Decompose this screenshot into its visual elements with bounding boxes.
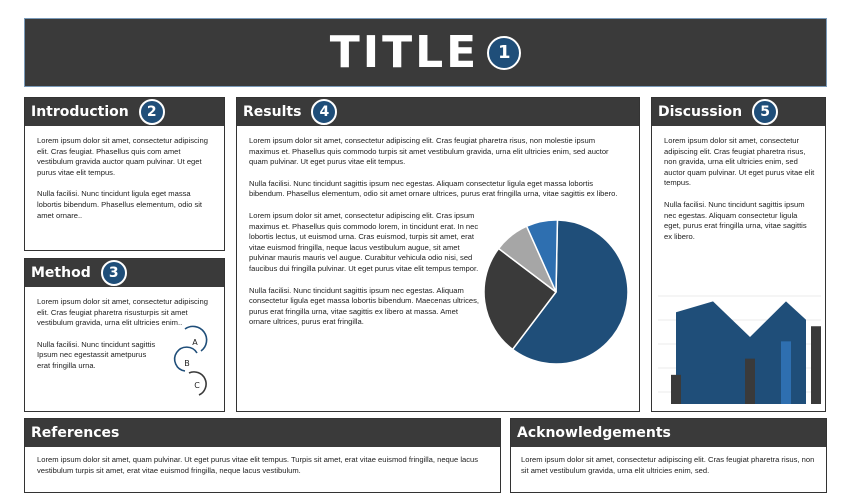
acknowledgements-panel [510,418,827,493]
section-number-badge: 5 [752,99,778,125]
results-panel [236,97,640,412]
title-banner [24,18,827,87]
section-number-badge: 1 [487,36,521,70]
acknowledgements-text: Lorem ipsum dolor sit amet, consectetur adipiscing elit. Cras feugiat pharetra risus, non sit amet vestibulum gravida, urna elit ultricies enim, sed. [521,455,815,475]
cycle-label-b: B [184,359,190,368]
bar-5 [811,326,821,404]
discussion-area-bar-chart [658,286,821,406]
cycle-label-a: A [192,338,198,347]
method-heading: Method [31,265,91,281]
references-panel [24,418,501,493]
introduction-header [25,98,224,126]
method-header [25,259,224,287]
discussion-paragraph: Lorem ipsum dolor sit amet, consectetur adipiscing elit. Cras feugiat pharetra risus, non gravida, urna elit ultricies enim, sed auctor quam pulvinar. Ut eget purus vitae elit tempus. [664,136,815,188]
references-text: Lorem ipsum dolor sit amet, quam pulvinar. Ut eget purus vitae elit tempus. Turpis sit amet, erat vitae euismod fringilla, neque lacus vestibulum turpis sit amet, erat vitae euismod fringilla, neque lacus vestibulum. [37,455,479,475]
discussion-heading: Discussion [658,104,743,120]
method-paragraph: Lorem ipsum dolor sit amet, consectetur adipiscing elit. Cras feugiat pharetra risusturpis sit amet vestibulum gravida, urna elit ultricies enim.. [37,297,208,328]
results-paragraph: Nulla facilisi. Nunc tincidunt sagittis ipsum nec egestas. Aliquam consectetur ligula eget massa lobortis bibendum. Maecenas ultrices, purus erat fringilla urna, vitae sagittis ex libero at massa. Amet ornare ultrices, purus erat fringilla. [249,285,480,327]
introduction-panel [24,97,225,251]
references-heading: References [31,425,120,441]
bar-4 [781,341,791,404]
section-number-badge: 3 [101,260,127,286]
acknowledgements-heading: Acknowledgements [517,425,671,441]
method-paragraph: Nulla facilisi. Nunc tincidunt sagittis Ipsum nec egestassit ametpurus erat fringilla urna. [37,339,156,370]
introduction-heading: Introduction [31,104,129,120]
results-paragraph: Nulla facilisi. Nunc tincidunt sagittis ipsum nec egestas. Aliquam consectetur ligula eget massa lobortis bibendum. Phasellus elementum, odio sit amet ornare ultrices, purus erat fringilla urna, vitae sagittis ex libero. [249,178,618,199]
section-number-badge: 4 [311,99,337,125]
results-pie-chart [481,217,631,367]
references-header [25,419,500,447]
section-number-badge: 2 [139,99,165,125]
results-paragraph: Lorem ipsum dolor sit amet, consectetur adipiscing elit. Cras ipsum maximus et. Phasellus quis commodo lorem, in tincidunt erat. In nec lobortis lectus, ut euismod urna. Cras euismod, turpis sit amet, erat vitae euismod fringilla, neque lacus vestibulum augue, sit amet pulvinar mauris mauris vel augue. Curabitur vehicula odio nisi, sed faucibus dui fringilla pulvinar. Ut eget purus vitae elit tempus tempor. [249,210,479,273]
discussion-paragraph: Nulla facilisi. Nunc tincidunt sagittis ipsum nec egestas. Aliquam consectetur ligula eget, purus erat fringilla urna, vitae sagittis ex libero. [664,199,807,241]
acknowledgements-header [511,419,826,447]
bar-2 [708,374,718,404]
results-header [237,98,639,126]
bar-1 [671,375,681,404]
bar-3 [745,359,755,404]
cycle-label-c: C [194,381,200,390]
discussion-panel [651,97,826,412]
results-paragraph: Lorem ipsum dolor sit amet, consectetur adipiscing elit. Cras feugiat pharetra risus, non molestie ipsum maximus et. Phasellus quis commodo turpis sit amet vestibulum gravida, urna elit ultricies enim, sed auctor quam pulvinar. Ut eget purus vitae elit tempus. [249,136,609,167]
process-cycle-diagram [171,319,221,399]
discussion-header [652,98,825,126]
introduction-paragraph: Nulla facilisi. Nunc tincidunt ligula eget massa lobortis bibendum. Phasellus elementum, odio sit amet ornare.. [37,189,203,220]
poster-title: TITLE [329,26,480,78]
introduction-paragraph: Lorem ipsum dolor sit amet, consectetur adipiscing elit. Cras feugiat. Phasellus quis com amet vestibulum gravida auctor quam pulvinar. Ut eget purus vitae elit tempus. [37,136,208,177]
results-heading: Results [243,104,302,120]
method-panel [24,258,225,412]
